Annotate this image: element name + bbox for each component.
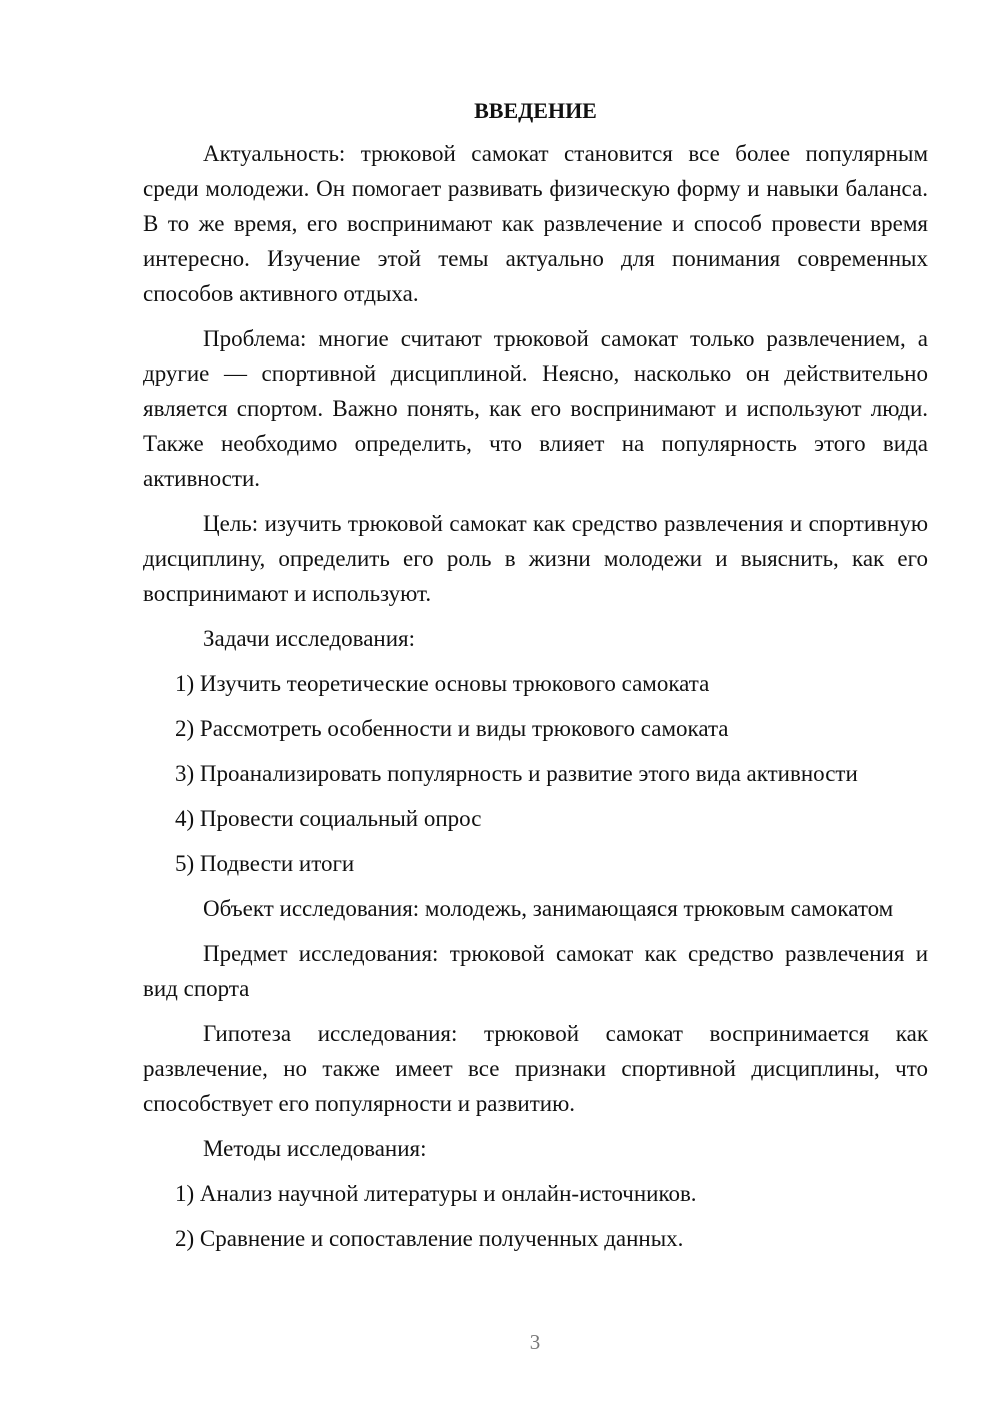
method-item-2: 2) Сравнение и сопоставление полученных данных.	[175, 1226, 684, 1251]
subject-paragraph: Предмет исследования: трюковой самокат как средство развлечения и вид спорта	[143, 941, 928, 1001]
task-item-2: 2) Рассмотреть особенности и виды трюкового самоката	[175, 716, 729, 741]
task-item-4: 4) Провести социальный опрос	[175, 806, 482, 831]
hypothesis-paragraph: Гипотеза исследования: трюковой самокат воспринимается как развлечение, но также имеет все признаки спортивной дисциплины, что способствует его популярности и развитию.	[143, 1021, 928, 1116]
task-item-1: 1) Изучить теоретические основы трюкового самоката	[175, 671, 710, 696]
page-number: 3	[529, 1330, 541, 1354]
task-item-5: 5) Подвести итоги	[175, 851, 355, 876]
problem-paragraph: Проблема: многие считают трюковой самокат только развлечением, а другие — спортивной дисциплиной. Неясно, насколько он действительно является спортом. Важно понять, как его воспринимают и используют люди. Также необходимо определить, что влияет на популярность этого вида активности.	[143, 326, 928, 491]
relevance-paragraph: Актуальность: трюковой самокат становится все более популярным среди молодежи. Он помогает развивать физическую форму и навыки баланса. В то же время, его воспринимают как развлечение и способ провести время интересно. Изучение этой темы актуально для понимания современных способов активного отдыха.	[143, 141, 928, 306]
section-heading: ВВЕДЕНИЕ	[474, 98, 597, 123]
goal-paragraph: Цель: изучить трюковой самокат как средство развлечения и спортивную дисциплину, определить его роль в жизни молодежи и выяснить, как его воспринимают и используют.	[143, 511, 928, 606]
method-item-1: 1) Анализ научной литературы и онлайн-источников.	[175, 1181, 697, 1206]
methods-label: Методы исследования:	[203, 1136, 427, 1161]
tasks-label: Задачи исследования:	[203, 626, 416, 651]
task-item-3: 3) Проанализировать популярность и развитие этого вида активности	[175, 761, 858, 786]
document-page	[143, 96, 928, 1266]
object-paragraph: Объект исследования: молодежь, занимающаяся трюковым самокатом	[203, 896, 894, 921]
